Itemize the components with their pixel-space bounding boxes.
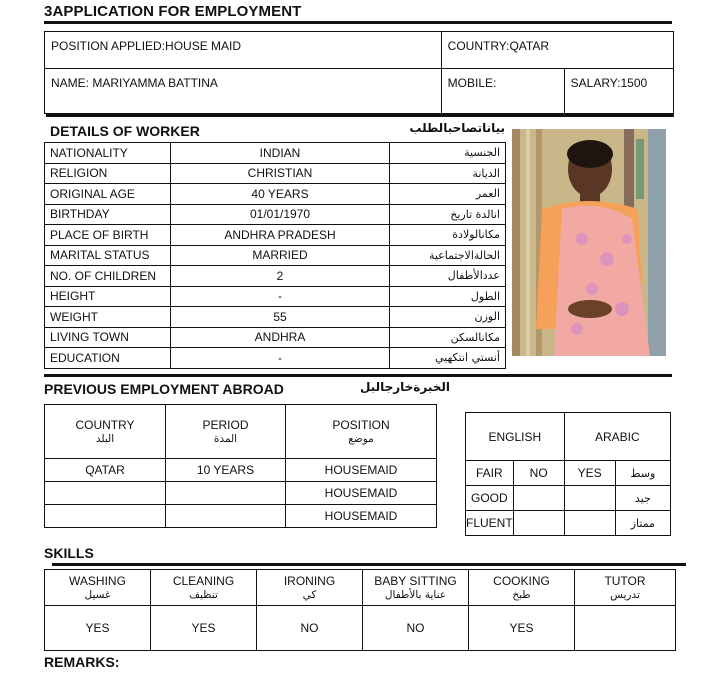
previous-employment-column-header <box>166 405 286 459</box>
details-divider <box>44 374 672 377</box>
details-label-ar: مكانالولادة <box>390 225 506 246</box>
skill-value: NO <box>257 606 363 651</box>
details-label: LIVING TOWN <box>45 327 171 348</box>
column-label: POSITION <box>332 418 390 432</box>
skills-table <box>44 569 676 651</box>
details-value: 01/01/1970 <box>171 204 390 225</box>
skills-title: SKILLS <box>44 545 94 561</box>
details-label-ar: العمر <box>390 184 506 205</box>
skill-header <box>45 570 151 606</box>
previous-employment-cell <box>45 505 166 528</box>
previous-employment-cell <box>45 482 166 505</box>
previous-employment-cell <box>166 505 286 528</box>
position-applied: POSITION APPLIED:HOUSE MAID <box>45 32 442 69</box>
skill-header <box>469 570 575 606</box>
details-table <box>44 142 506 369</box>
languages-table <box>465 412 671 536</box>
previous-employment-cell: HOUSEMAID <box>286 505 437 528</box>
column-label-ar: المدة <box>213 433 238 445</box>
skill-header <box>575 570 676 606</box>
language-level-ar: وسط <box>615 461 670 486</box>
skills-divider <box>52 563 686 566</box>
details-label-ar: أنستي انتكهيي <box>390 348 506 369</box>
details-value: INDIAN <box>171 143 390 164</box>
details-row <box>45 348 506 369</box>
previous-employment-cell <box>166 482 286 505</box>
skill-label: IRONING <box>283 574 336 588</box>
details-value: 55 <box>171 307 390 328</box>
previous-employment-cell: HOUSEMAID <box>286 459 437 482</box>
details-row <box>45 163 506 184</box>
details-value: CHRISTIAN <box>171 163 390 184</box>
details-label: HEIGHT <box>45 286 171 307</box>
details-label-ar: الحالةالاجتماعية <box>390 245 506 266</box>
language-row <box>466 461 671 486</box>
skill-value: YES <box>45 606 151 651</box>
skill-header <box>151 570 257 606</box>
details-label-ar: الديانة <box>390 163 506 184</box>
skill-label-ar: تنظيف <box>189 589 218 601</box>
details-row <box>45 143 506 164</box>
language-level-ar: جيد <box>615 486 670 511</box>
previous-employment-cell: HOUSEMAID <box>286 482 437 505</box>
worker-photo <box>512 129 666 356</box>
skill-value <box>575 606 676 651</box>
language-level: GOOD <box>466 486 514 511</box>
details-value: ANDHRA PRADESH <box>171 225 390 246</box>
details-row <box>45 204 506 225</box>
previous-employment-row <box>45 482 437 505</box>
details-label: PLACE OF BIRTH <box>45 225 171 246</box>
details-row <box>45 245 506 266</box>
language-level-ar: ممتاز <box>615 511 670 536</box>
details-row <box>45 184 506 205</box>
language-english-value <box>513 511 564 536</box>
details-label: NO. OF CHILDREN <box>45 266 171 287</box>
skill-label: WASHING <box>69 574 126 588</box>
details-title: DETAILS OF WORKER <box>50 123 200 139</box>
skill-label: CLEANING <box>172 574 235 588</box>
skill-value: NO <box>363 606 469 651</box>
details-label: MARITAL STATUS <box>45 245 171 266</box>
country: COUNTRY:QATAR <box>441 32 673 69</box>
column-label-ar: موضع <box>348 433 374 445</box>
skill-label: BABY SITTING <box>374 574 457 588</box>
details-value: 2 <box>171 266 390 287</box>
details-label-ar: الجنسية <box>390 143 506 164</box>
previous-employment-table <box>44 404 437 528</box>
remarks-label: REMARKS: <box>44 654 120 670</box>
skill-label: COOKING <box>493 574 550 588</box>
details-label: RELIGION <box>45 163 171 184</box>
language-header-english: ENGLISH <box>466 413 565 461</box>
previous-employment-title: PREVIOUS EMPLOYMENT ABROAD <box>44 381 284 397</box>
details-label: EDUCATION <box>45 348 171 369</box>
details-row <box>45 327 506 348</box>
header-table <box>44 31 674 114</box>
language-english-value <box>513 486 564 511</box>
title-divider <box>44 21 672 24</box>
skill-label-ar: طبخ <box>512 589 531 601</box>
skill-header <box>363 570 469 606</box>
previous-employment-title-ar: الخبرةخارجالبل <box>359 380 450 394</box>
skill-header <box>257 570 363 606</box>
skill-value: YES <box>151 606 257 651</box>
language-arabic-value <box>564 486 615 511</box>
column-label-ar: البلد <box>95 433 115 445</box>
details-label: BIRTHDAY <box>45 204 171 225</box>
header-divider <box>46 114 674 117</box>
previous-employment-row <box>45 459 437 482</box>
details-label-ar: الطول <box>390 286 506 307</box>
details-value: MARRIED <box>171 245 390 266</box>
previous-employment-row <box>45 505 437 528</box>
language-arabic-value <box>564 511 615 536</box>
details-row <box>45 286 506 307</box>
language-row <box>466 486 671 511</box>
previous-employment-column-header <box>45 405 166 459</box>
previous-employment-cell: 10 YEARS <box>166 459 286 482</box>
form-title: 3APPLICATION FOR EMPLOYMENT <box>44 3 302 20</box>
language-row <box>466 511 671 536</box>
skill-label: TUTOR <box>604 574 646 588</box>
details-label-ar: انالدة تاريخ <box>390 204 506 225</box>
details-label: ORIGINAL AGE <box>45 184 171 205</box>
salary: SALARY:1500 <box>564 69 673 114</box>
details-label-ar: الوزن <box>390 307 506 328</box>
mobile: MOBILE: <box>441 69 564 114</box>
details-value: - <box>171 286 390 307</box>
details-label: NATIONALITY <box>45 143 171 164</box>
skill-label-ar: كي <box>302 589 317 601</box>
skill-label-ar: تدريس <box>610 589 640 601</box>
details-row <box>45 266 506 287</box>
column-label: COUNTRY <box>75 418 135 432</box>
applicant-name: NAME: MARIYAMMA BATTINA <box>45 69 442 114</box>
details-label: WEIGHT <box>45 307 171 328</box>
previous-employment-cell: QATAR <box>45 459 166 482</box>
language-header-arabic: ARABIC <box>564 413 670 461</box>
skill-label-ar: غسيل <box>84 589 111 601</box>
language-level: FLUENT <box>466 511 514 536</box>
details-label-ar: مكانالسكن <box>390 327 506 348</box>
skill-value: YES <box>469 606 575 651</box>
details-value: 40 YEARS <box>171 184 390 205</box>
details-row <box>45 307 506 328</box>
details-title-ar: بياناتصاحبالطلب <box>409 121 505 135</box>
details-value: ANDHRA <box>171 327 390 348</box>
details-row <box>45 225 506 246</box>
language-arabic-value: YES <box>564 461 615 486</box>
details-label-ar: عددالأطفال <box>390 266 506 287</box>
details-value: - <box>171 348 390 369</box>
skill-label-ar: عناية بالأطفال <box>384 589 447 601</box>
column-label: PERIOD <box>202 418 249 432</box>
language-english-value: NO <box>513 461 564 486</box>
previous-employment-column-header <box>286 405 437 459</box>
language-level: FAIR <box>466 461 514 486</box>
